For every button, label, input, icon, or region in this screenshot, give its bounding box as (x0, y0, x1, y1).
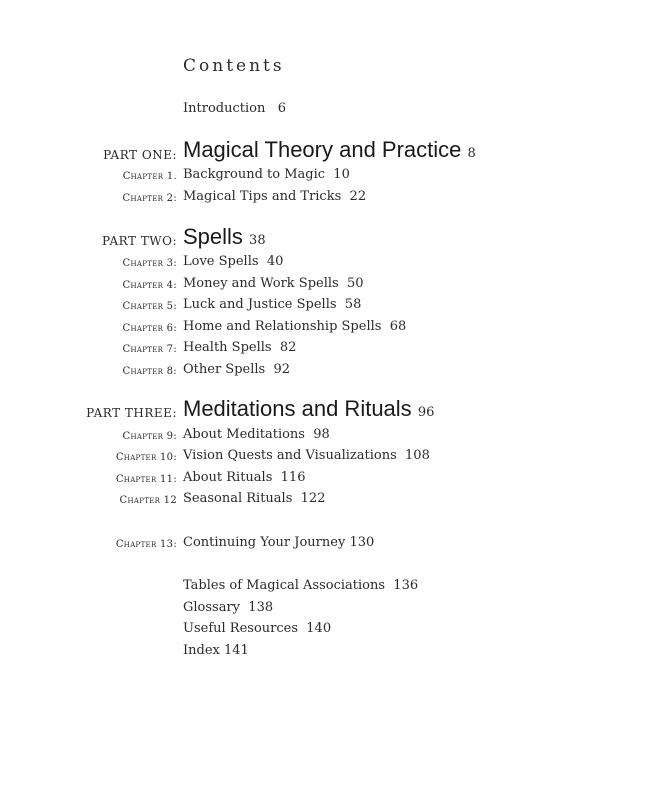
toc-entry[interactable] (183, 448, 430, 463)
toc-entry[interactable] (183, 362, 290, 377)
entry-title: Continuing Your Journey (183, 535, 346, 550)
toc-entry-back-matter[interactable] (183, 578, 418, 593)
entry-title: Useful Resources (183, 621, 299, 636)
chapter-label: Chapter 3: (122, 258, 177, 269)
entry-title: Glossary (183, 600, 241, 615)
entry-page: 138 (248, 600, 274, 615)
chapter-label: Chapter 12 (119, 495, 177, 506)
entry-title: Luck and Justice Spells (183, 297, 337, 312)
entry-title: Seasonal Rituals (183, 491, 293, 506)
part-title[interactable] (183, 396, 434, 422)
entry-title: Magical Tips and Tricks (183, 189, 342, 204)
toc-entry-introduction[interactable] (183, 101, 286, 116)
entry-page: 116 (280, 470, 306, 485)
entry-page: 122 (300, 491, 326, 506)
chapter-label: Chapter 13: (115, 539, 177, 550)
entry-page: 141 (224, 643, 249, 658)
part-title-text: Spells (183, 224, 243, 249)
entry-page: 22 (349, 189, 367, 204)
toc-entry[interactable] (183, 535, 374, 550)
entry-title: Health Spells (183, 340, 272, 355)
entry-page: 10 (333, 167, 350, 182)
part-title-text: Magical Theory and Practice (183, 137, 462, 162)
entry-page: 50 (346, 276, 364, 291)
toc-entry-back-matter[interactable] (183, 600, 273, 615)
part-label: PART TWO: (102, 234, 177, 248)
chapter-label: Chapter 11: (115, 474, 177, 485)
toc-entry-back-matter[interactable] (183, 621, 331, 636)
entry-page: 68 (389, 319, 407, 334)
entry-title: About Meditations (183, 427, 305, 442)
toc-entry-back-matter[interactable] (183, 643, 249, 658)
toc-entry[interactable] (183, 189, 366, 204)
entry-page: 140 (306, 621, 332, 636)
part-page: 38 (249, 233, 266, 248)
part-page: 8 (467, 146, 476, 161)
part-label: PART ONE: (103, 148, 177, 162)
entry-page: 136 (393, 578, 419, 593)
entry-page: 40 (266, 254, 284, 269)
part-title[interactable] (183, 137, 476, 163)
entry-page: 82 (279, 340, 297, 355)
chapter-label: Chapter 2: (122, 193, 177, 204)
entry-page: 6 (277, 101, 287, 116)
chapter-label: Chapter 9: (122, 431, 177, 442)
part-label: PART THREE: (86, 406, 177, 420)
entry-page: 58 (344, 297, 362, 312)
entry-page: 98 (313, 427, 330, 442)
entry-page: 92 (273, 362, 291, 377)
entry-title: Money and Work Spells (183, 276, 339, 291)
entry-page: 130 (349, 535, 375, 550)
toc-entry[interactable] (183, 297, 361, 312)
entry-title: Tables of Magical Associations (183, 578, 386, 593)
entry-title: Other Spells (183, 362, 266, 377)
chapter-label: Chapter 5: (122, 301, 177, 312)
chapter-label: Chapter 6: (122, 323, 177, 334)
entry-title: Love Spells (183, 254, 259, 269)
chapter-label: Chapter 8: (122, 366, 177, 377)
toc-entry[interactable] (183, 470, 305, 485)
part-page: 96 (417, 405, 435, 420)
toc-entry[interactable] (183, 276, 364, 291)
entry-page: 108 (405, 448, 430, 463)
entry-title: Background to Magic (183, 167, 326, 182)
entry-title: Index (183, 643, 220, 658)
chapter-label: Chapter 10: (115, 452, 177, 463)
entry-title: Introduction (183, 101, 266, 116)
toc-entry[interactable] (183, 427, 330, 442)
entry-title: About Rituals (183, 470, 273, 485)
toc-entry[interactable] (183, 491, 325, 506)
entry-title: Home and Relationship Spells (183, 319, 382, 334)
entry-title: Vision Quests and Visualizations (183, 448, 397, 463)
chapter-label: Chapter 1. (122, 171, 177, 182)
part-title-text: Meditations and Rituals (183, 396, 412, 421)
part-title[interactable] (183, 224, 266, 250)
toc-entry[interactable] (183, 319, 406, 334)
toc-entry[interactable] (183, 167, 350, 182)
chapter-label: Chapter 4: (122, 280, 177, 291)
toc-entry[interactable] (183, 340, 296, 355)
chapter-label: Chapter 7: (122, 344, 177, 355)
page-title: Contents (183, 56, 285, 76)
toc-entry[interactable] (183, 254, 283, 269)
